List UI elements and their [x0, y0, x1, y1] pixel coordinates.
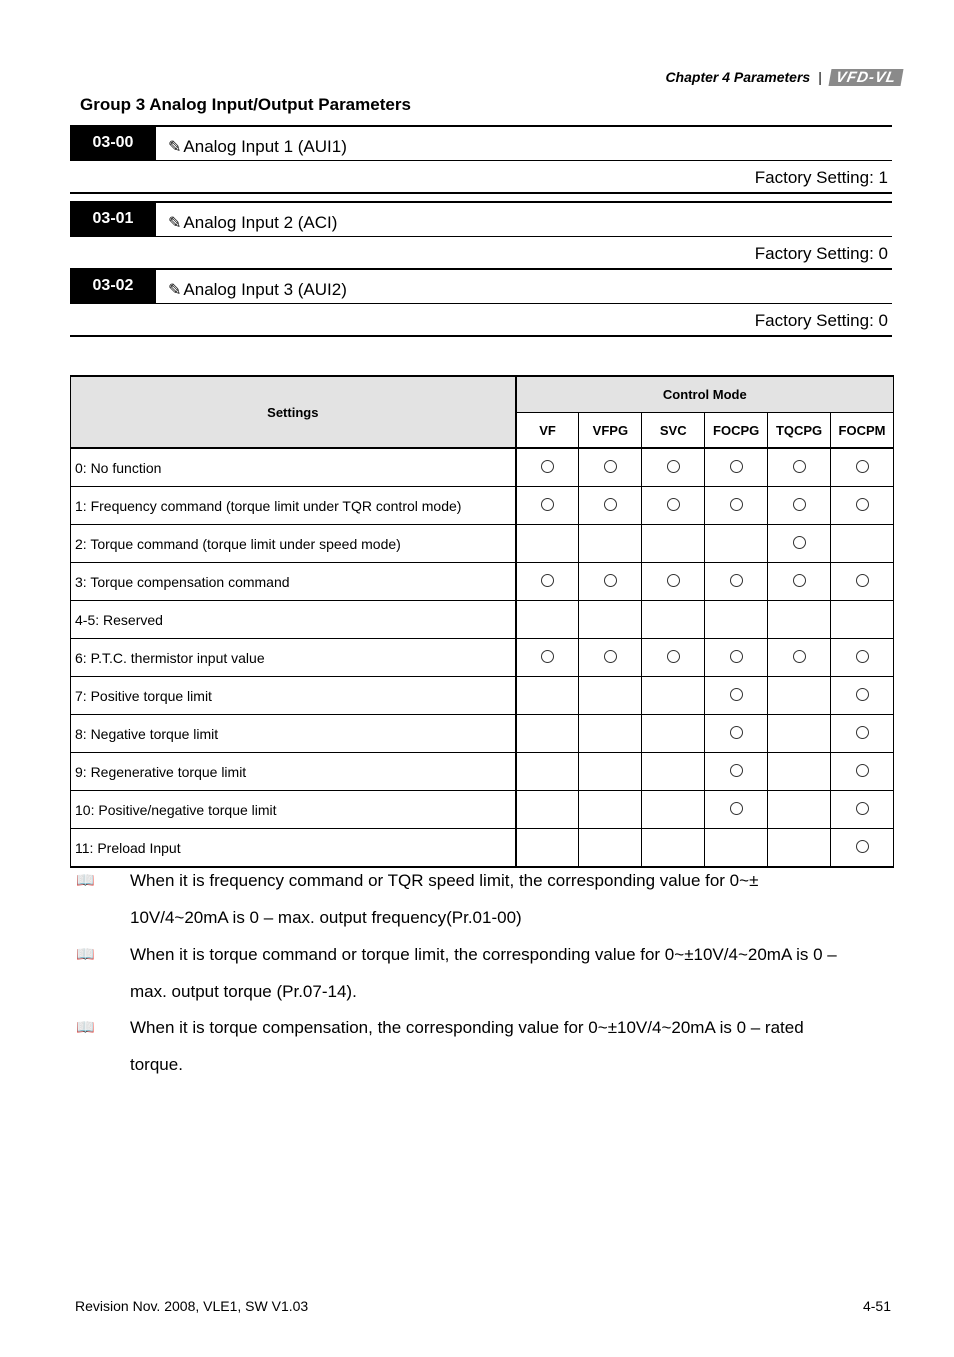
supported-circle-icon — [793, 460, 806, 473]
setting-label: 0: No function — [71, 448, 516, 487]
param-name: Analog Input 1 (AUI1) — [183, 137, 347, 156]
mode-cell — [516, 448, 579, 487]
supported-circle-icon — [856, 840, 869, 853]
note-3 — [76, 1009, 898, 1083]
mode-cell — [516, 715, 579, 753]
mode-cell — [579, 677, 642, 715]
mode-cell — [579, 601, 642, 639]
brand-logo: VFD-VL — [828, 69, 903, 86]
supported-circle-icon — [856, 460, 869, 473]
mode-cell — [768, 563, 831, 601]
book-icon: 📖 — [76, 872, 95, 889]
supported-circle-icon — [793, 498, 806, 511]
supported-circle-icon — [730, 650, 743, 663]
mode-cell — [768, 791, 831, 829]
mode-cell — [579, 753, 642, 791]
mode-cell — [642, 791, 705, 829]
param-name: Analog Input 3 (AUI2) — [183, 280, 347, 299]
mode-cell — [516, 677, 579, 715]
mode-cell — [516, 791, 579, 829]
mode-cell — [705, 639, 768, 677]
supported-circle-icon — [856, 498, 869, 511]
mode-cell — [642, 715, 705, 753]
setting-label: 3: Torque compensation command — [71, 563, 516, 601]
mode-cell — [642, 448, 705, 487]
param-name-cell — [156, 203, 892, 236]
supported-circle-icon — [856, 802, 869, 815]
note-line-2: max. output torque (Pr.07-14). — [130, 982, 357, 1001]
page-footer — [75, 1298, 891, 1314]
control-mode-table — [70, 375, 894, 868]
mode-cell — [705, 525, 768, 563]
table-row — [71, 525, 894, 563]
param-block-03-00 — [70, 125, 892, 194]
mode-cell — [831, 525, 894, 563]
supported-circle-icon — [541, 460, 554, 473]
mode-cell — [579, 525, 642, 563]
pencil-icon: ✎ — [168, 282, 182, 299]
supported-circle-icon — [793, 536, 806, 549]
supported-circle-icon — [541, 650, 554, 663]
mode-cell — [768, 487, 831, 525]
note-line-1: When it is torque command or torque limit, the corresponding value for 0~±10V/4~20mA is 0 – — [130, 945, 837, 964]
supported-circle-icon — [667, 650, 680, 663]
supported-circle-icon — [856, 726, 869, 739]
supported-circle-icon — [730, 498, 743, 511]
settings-header: Settings — [71, 376, 516, 448]
mode-cell — [831, 487, 894, 525]
param-number: 03-00 — [70, 125, 156, 161]
param-number: 03-01 — [70, 201, 156, 237]
mode-cell — [579, 715, 642, 753]
mode-cell — [642, 753, 705, 791]
setting-label: 8: Negative torque limit — [71, 715, 516, 753]
param-header — [70, 125, 892, 161]
mode-cell — [516, 487, 579, 525]
mode-cell — [831, 677, 894, 715]
mode-cell — [831, 601, 894, 639]
table-row — [71, 601, 894, 639]
note-line-2: torque. — [130, 1055, 183, 1074]
param-header — [70, 201, 892, 237]
table-row — [71, 448, 894, 487]
pencil-icon: ✎ — [168, 215, 182, 232]
supported-circle-icon — [667, 498, 680, 511]
table-row — [71, 753, 894, 791]
page-number: 4-51 — [862, 1298, 891, 1314]
mode-cell — [768, 525, 831, 563]
mode-cell — [516, 563, 579, 601]
mode-cell — [516, 601, 579, 639]
table-row — [71, 563, 894, 601]
setting-label: 9: Regenerative torque limit — [71, 753, 516, 791]
table-body — [71, 448, 894, 867]
param-name-cell — [156, 127, 892, 160]
mode-cell — [705, 448, 768, 487]
supported-circle-icon — [730, 574, 743, 587]
mode-cell — [516, 753, 579, 791]
factory-setting: Factory Setting: 0 — [70, 304, 892, 337]
mode-cell — [705, 677, 768, 715]
revision-text: Revision Nov. 2008, VLE1, SW V1.03 — [75, 1298, 309, 1314]
table-row — [71, 791, 894, 829]
supported-circle-icon — [730, 726, 743, 739]
book-icon: 📖 — [76, 1019, 95, 1036]
supported-circle-icon — [856, 688, 869, 701]
note-1 — [76, 862, 898, 936]
table-row — [71, 677, 894, 715]
mode-cell — [705, 487, 768, 525]
mode-cell — [768, 677, 831, 715]
mode-cell — [579, 487, 642, 525]
mode-header-tqcpg: TQCPG — [768, 413, 831, 449]
mode-cell — [831, 639, 894, 677]
mode-cell — [705, 753, 768, 791]
mode-cell — [642, 563, 705, 601]
table-row — [71, 715, 894, 753]
table-row — [71, 487, 894, 525]
group-title: Group 3 Analog Input/Output Parameters — [80, 95, 411, 114]
table-row — [71, 639, 894, 677]
mode-cell — [831, 448, 894, 487]
chapter-label: Chapter 4 Parameters — [665, 69, 811, 85]
supported-circle-icon — [730, 764, 743, 777]
header-separator: | — [818, 69, 822, 85]
mode-cell — [768, 715, 831, 753]
mode-cell — [768, 601, 831, 639]
supported-circle-icon — [856, 764, 869, 777]
mode-cell — [642, 677, 705, 715]
mode-cell — [579, 791, 642, 829]
supported-circle-icon — [730, 460, 743, 473]
supported-circle-icon — [667, 574, 680, 587]
pencil-icon: ✎ — [168, 139, 182, 156]
param-header — [70, 268, 892, 304]
mode-header-focpm: FOCPM — [831, 413, 894, 449]
mode-cell — [516, 639, 579, 677]
mode-cell — [516, 525, 579, 563]
mode-header-vf: VF — [516, 413, 579, 449]
supported-circle-icon — [856, 650, 869, 663]
supported-circle-icon — [730, 802, 743, 815]
page-header — [665, 66, 902, 88]
supported-circle-icon — [541, 574, 554, 587]
param-block-03-02 — [70, 268, 892, 337]
note-line-1: When it is frequency command or TQR speed limit, the corresponding value for 0~± — [130, 871, 759, 890]
note-line-1: When it is torque compensation, the corresponding value for 0~±10V/4~20mA is 0 – rated — [130, 1018, 804, 1037]
mode-cell — [768, 448, 831, 487]
param-name: Analog Input 2 (ACI) — [183, 213, 338, 232]
supported-circle-icon — [604, 498, 617, 511]
mode-header-svc: SVC — [642, 413, 705, 449]
supported-circle-icon — [541, 498, 554, 511]
mode-header-focpg: FOCPG — [705, 413, 768, 449]
supported-circle-icon — [604, 650, 617, 663]
mode-cell — [831, 563, 894, 601]
supported-circle-icon — [604, 574, 617, 587]
note-2 — [76, 936, 898, 1010]
mode-cell — [768, 639, 831, 677]
setting-label: 10: Positive/negative torque limit — [71, 791, 516, 829]
mode-cell — [642, 601, 705, 639]
mode-cell — [705, 791, 768, 829]
factory-setting: Factory Setting: 1 — [70, 161, 892, 194]
setting-label: 7: Positive torque limit — [71, 677, 516, 715]
param-name-cell — [156, 270, 892, 303]
setting-label: 11: Preload Input — [71, 829, 516, 868]
mode-cell — [768, 753, 831, 791]
mode-cell — [705, 601, 768, 639]
supported-circle-icon — [793, 650, 806, 663]
mode-cell — [642, 487, 705, 525]
mode-cell — [579, 639, 642, 677]
mode-cell — [705, 563, 768, 601]
mode-cell — [642, 525, 705, 563]
mode-cell — [831, 791, 894, 829]
book-icon: 📖 — [76, 946, 95, 963]
setting-label: 1: Frequency command (torque limit under TQR control mode) — [71, 487, 516, 525]
mode-header-vfpg: VFPG — [579, 413, 642, 449]
control-mode-header: Control Mode — [516, 376, 894, 413]
mode-cell — [579, 448, 642, 487]
note-line-2: 10V/4~20mA is 0 – max. output frequency(Pr.01-00) — [130, 908, 522, 927]
factory-setting: Factory Setting: 0 — [70, 237, 892, 270]
mode-cell — [579, 563, 642, 601]
setting-label: 6: P.T.C. thermistor input value — [71, 639, 516, 677]
supported-circle-icon — [856, 574, 869, 587]
mode-cell — [831, 753, 894, 791]
setting-label: 4-5: Reserved — [71, 601, 516, 639]
supported-circle-icon — [604, 460, 617, 473]
mode-cell — [642, 639, 705, 677]
mode-cell — [705, 715, 768, 753]
mode-cell — [831, 715, 894, 753]
param-block-03-01 — [70, 201, 892, 270]
supported-circle-icon — [793, 574, 806, 587]
param-number: 03-02 — [70, 268, 156, 304]
supported-circle-icon — [730, 688, 743, 701]
supported-circle-icon — [667, 460, 680, 473]
setting-label: 2: Torque command (torque limit under speed mode) — [71, 525, 516, 563]
